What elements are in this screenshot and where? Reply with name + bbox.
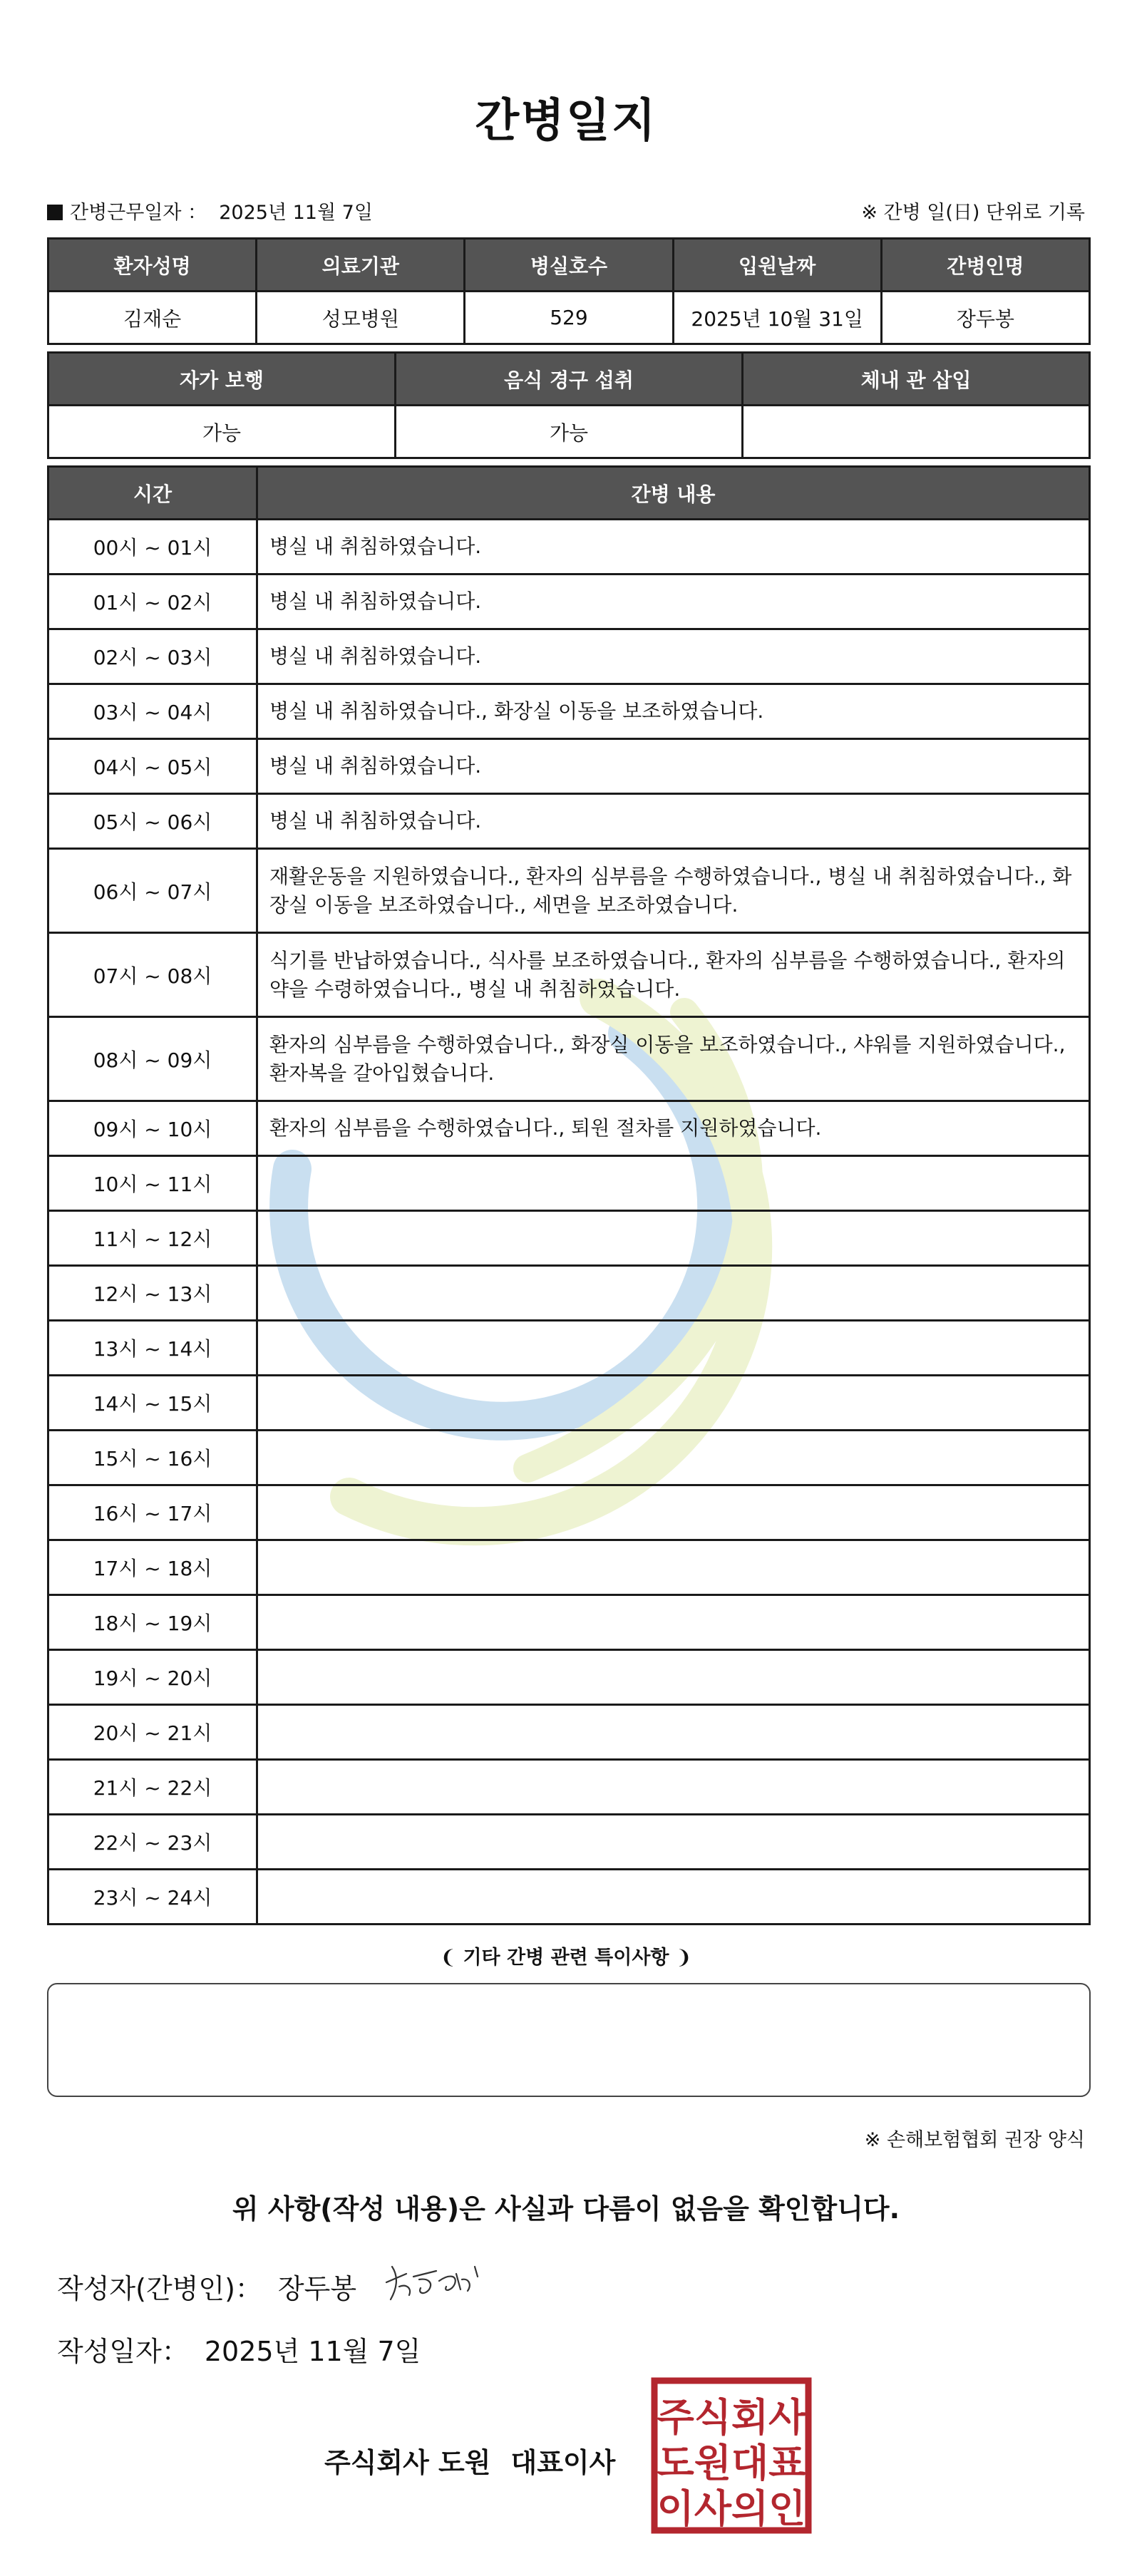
table-row — [48, 1595, 1090, 1650]
time-cell: 04시 ~ 05시 — [48, 739, 257, 794]
patient-info-table — [47, 237, 1091, 345]
care-content-cell — [257, 1705, 1090, 1760]
care-content-cell: 환자의 심부름을 수행하였습니다., 화장실 이동을 보조하였습니다., 샤워를 지원하였습니다., 환자복을 갈아입혔습니다. — [257, 1017, 1090, 1101]
care-content-cell: 환자의 심부름을 수행하였습니다., 퇴원 절차를 지원하였습니다. — [257, 1101, 1090, 1156]
oral-intake-value: 가능 — [396, 406, 743, 458]
care-content-cell — [257, 1760, 1090, 1815]
time-cell: 05시 ~ 06시 — [48, 794, 257, 849]
admission-date: 2025년 10월 31일 — [673, 292, 881, 344]
care-content-cell: 병실 내 취침하였습니다. — [257, 575, 1090, 629]
patient-name: 김재순 — [48, 292, 257, 344]
care-content-cell: 병실 내 취침하였습니다. — [257, 739, 1090, 794]
care-log-table — [47, 465, 1091, 1925]
table-row — [48, 1650, 1090, 1705]
table-row — [48, 1485, 1090, 1540]
header-walking: 자가 보행 — [48, 353, 396, 406]
time-cell: 07시 ~ 08시 — [48, 933, 257, 1017]
remarks-title: ❨ 기타 간병 관련 특이사항 ❩ — [440, 1947, 692, 1969]
header-hospital: 의료기관 — [257, 239, 465, 292]
table-row — [48, 575, 1090, 629]
time-cell: 13시 ~ 14시 — [48, 1321, 257, 1376]
confirmation-statement: 위 사항(작성 내용)은 사실과 다름이 없음을 확인합니다. — [232, 2193, 900, 2225]
table-row — [48, 1705, 1090, 1760]
table-row — [48, 1101, 1090, 1156]
care-content-cell — [257, 1321, 1090, 1376]
care-content-cell — [257, 1266, 1090, 1321]
caregiver-name: 장두봉 — [881, 292, 1089, 344]
table-row — [48, 520, 1090, 575]
care-content-cell — [257, 1211, 1090, 1266]
svg-text:주식회사: 주식회사 — [657, 2395, 806, 2440]
work-date — [47, 197, 373, 225]
time-cell: 02시 ~ 03시 — [48, 629, 257, 684]
care-content-cell — [257, 1650, 1090, 1705]
header-caregiver: 간병인명 — [881, 239, 1089, 292]
author-label: 작성자(간병인)： — [57, 2273, 262, 2304]
care-content-cell — [257, 1431, 1090, 1485]
header-time: 시간 — [48, 467, 257, 520]
time-cell: 22시 ~ 23시 — [48, 1815, 257, 1870]
care-content-cell: 병실 내 취침하였습니다. — [257, 629, 1090, 684]
table-row — [48, 1266, 1090, 1321]
table-row — [48, 1211, 1090, 1266]
time-cell: 01시 ~ 02시 — [48, 575, 257, 629]
walking-value: 가능 — [48, 406, 396, 458]
care-content-cell — [257, 1870, 1090, 1925]
table-row — [48, 933, 1090, 1017]
time-cell: 09시 ~ 10시 — [48, 1101, 257, 1156]
table-row — [48, 1321, 1090, 1376]
work-date-label: 간병근무일자 ： — [70, 202, 207, 224]
care-content-cell: 재활운동을 지원하였습니다., 환자의 심부름을 수행하였습니다., 병실 내 취침하였습니다., 화장실 이동을 보조하였습니다., 세면을 보조하였습니다. — [257, 849, 1090, 933]
header-admission-date: 입원날짜 — [673, 239, 881, 292]
care-content-cell: 병실 내 취침하였습니다. — [257, 520, 1090, 575]
table-row — [48, 1431, 1090, 1485]
tube-value — [743, 406, 1090, 458]
care-content-cell — [257, 1485, 1090, 1540]
company-line — [324, 2441, 615, 2480]
table-row — [48, 1376, 1090, 1431]
header-tube: 체내 관 삽입 — [743, 353, 1090, 406]
table-row — [48, 1760, 1090, 1815]
care-content-cell: 식기를 반납하였습니다., 식사를 보조하였습니다., 환자의 심부름을 수행하였습니다., 환자의 약을 수령하였습니다., 병실 내 취침하였습니다. — [257, 933, 1090, 1017]
table-row — [48, 739, 1090, 794]
time-cell: 00시 ~ 01시 — [48, 520, 257, 575]
care-content-cell — [257, 1540, 1090, 1595]
care-content-cell: 병실 내 취침하였습니다. — [257, 794, 1090, 849]
time-cell: 23시 ~ 24시 — [48, 1870, 257, 1925]
svg-text:이사의인: 이사의인 — [657, 2486, 806, 2531]
time-cell: 18시 ~ 19시 — [48, 1595, 257, 1650]
written-date-value: 2025년 11월 7일 — [204, 2336, 421, 2367]
handwritten-signature — [378, 2245, 506, 2309]
remarks-box — [47, 1983, 1091, 2097]
time-cell: 08시 ~ 09시 — [48, 1017, 257, 1101]
author-line — [57, 2267, 356, 2306]
time-cell: 17시 ~ 18시 — [48, 1540, 257, 1595]
table-row — [48, 849, 1090, 933]
time-cell: 20시 ~ 21시 — [48, 1705, 257, 1760]
written-date-line — [57, 2329, 421, 2369]
header-room: 병실호수 — [465, 239, 673, 292]
time-cell: 06시 ~ 07시 — [48, 849, 257, 933]
care-content-cell — [257, 1376, 1090, 1431]
time-cell: 10시 ~ 11시 — [48, 1156, 257, 1211]
care-content-cell — [257, 1156, 1090, 1211]
table-row — [48, 1540, 1090, 1595]
care-content-cell: 병실 내 취침하였습니다., 화장실 이동을 보조하였습니다. — [257, 684, 1090, 739]
time-cell: 21시 ~ 22시 — [48, 1760, 257, 1815]
room-number: 529 — [465, 292, 673, 344]
care-content-cell — [257, 1595, 1090, 1650]
hospital-name: 성모병원 — [257, 292, 465, 344]
table-row — [48, 794, 1090, 849]
table-row — [48, 1017, 1090, 1101]
svg-text:도원대표: 도원대표 — [657, 2441, 806, 2485]
record-unit-note: ※ 간병 일(日) 단위로 기록 — [861, 202, 1085, 224]
company-name: 주식회사 도원 — [324, 2447, 491, 2478]
company-rep-title: 대표이사 — [510, 2447, 616, 2478]
time-cell: 19시 ~ 20시 — [48, 1650, 257, 1705]
company-seal — [650, 2376, 813, 2535]
care-content-cell — [257, 1815, 1090, 1870]
header-patient-name: 환자성명 — [48, 239, 257, 292]
work-date-value: 2025년 11월 7일 — [219, 202, 373, 224]
time-cell: 15시 ~ 16시 — [48, 1431, 257, 1485]
table-row — [48, 629, 1090, 684]
bullet-square-icon — [47, 205, 63, 220]
time-cell: 03시 ~ 04시 — [48, 684, 257, 739]
author-name: 장두봉 — [277, 2273, 357, 2304]
time-cell: 14시 ~ 15시 — [48, 1376, 257, 1431]
document-title: 간병일지 — [475, 95, 657, 148]
time-cell: 11시 ~ 12시 — [48, 1211, 257, 1266]
table-row — [48, 1815, 1090, 1870]
form-source-note: ※ 손해보험협회 권장 양식 — [864, 2129, 1085, 2151]
patient-status-table — [47, 351, 1091, 459]
table-row — [48, 684, 1090, 739]
header-care-content: 간병 내용 — [257, 467, 1090, 520]
time-cell: 12시 ~ 13시 — [48, 1266, 257, 1321]
table-row — [48, 1156, 1090, 1211]
table-row — [48, 1870, 1090, 1925]
header-oral-intake: 음식 경구 섭취 — [396, 353, 743, 406]
written-date-label: 작성일자： — [57, 2336, 189, 2367]
time-cell: 16시 ~ 17시 — [48, 1485, 257, 1540]
